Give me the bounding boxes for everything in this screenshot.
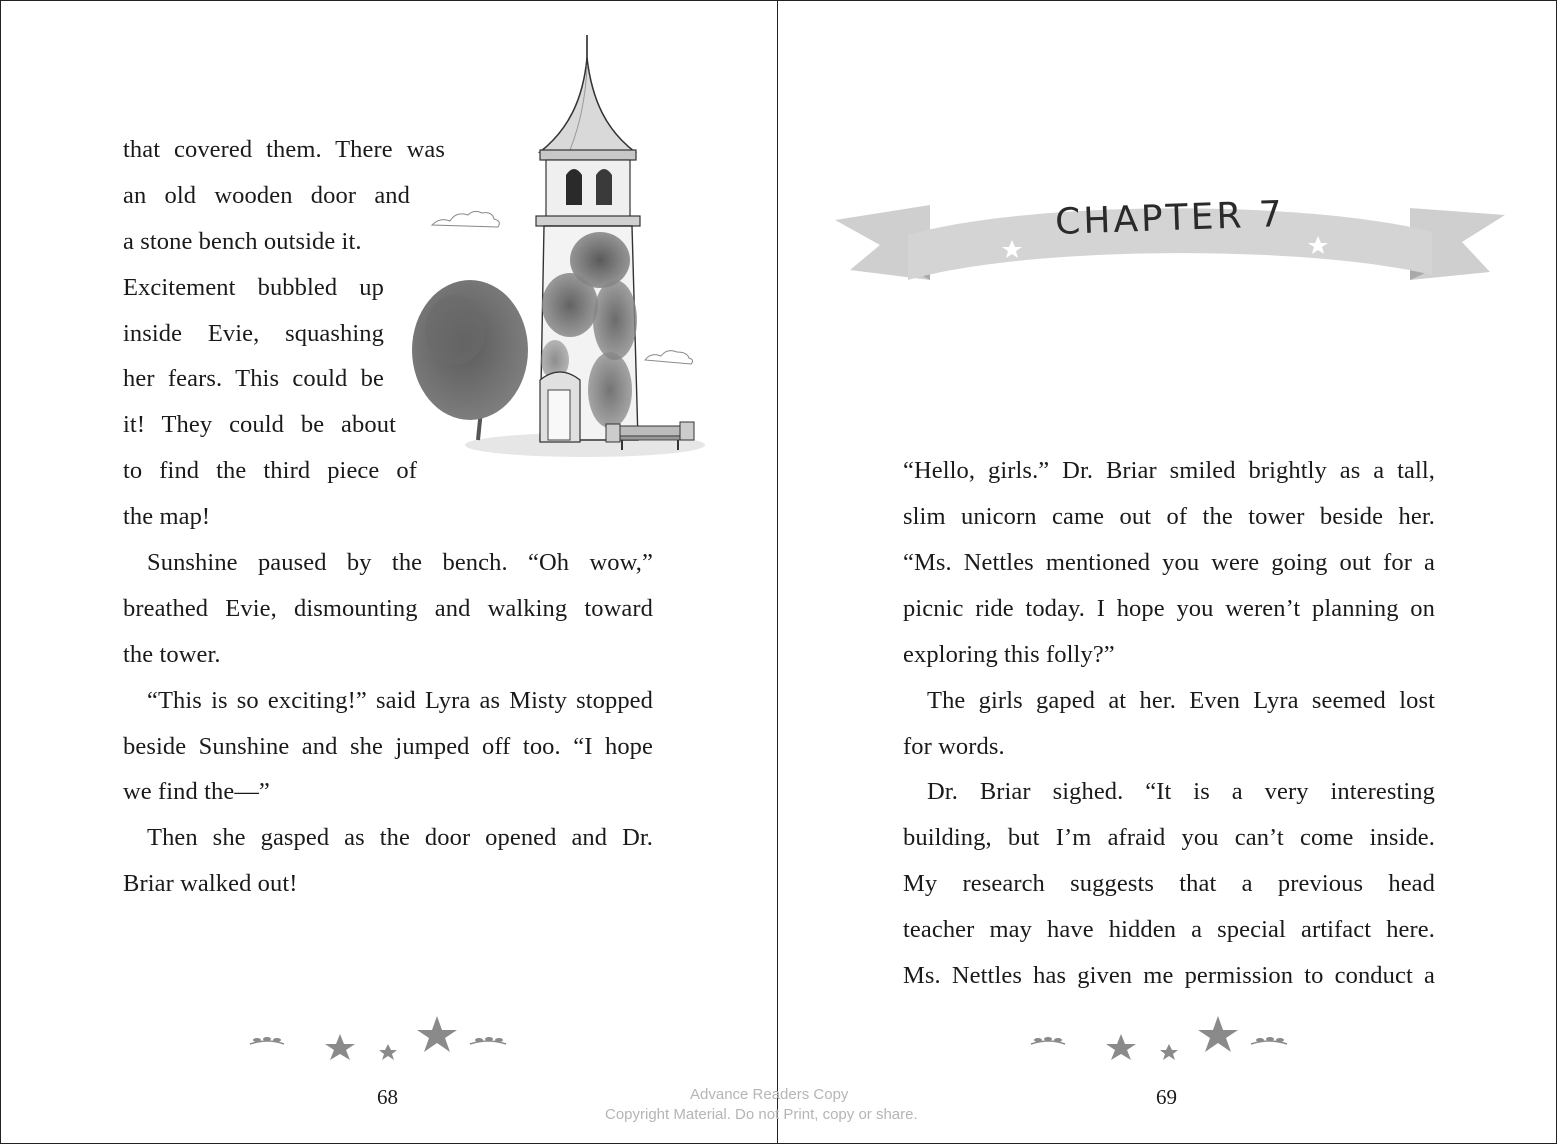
- text-line: inside Evie, squashing: [123, 320, 384, 347]
- text-line: Ms. Nettles has given me permission to conduct a: [903, 962, 1435, 989]
- text-line: her fears. This could be: [123, 365, 384, 392]
- text-line: Sunshine paused by the bench. “Oh wow,”: [147, 549, 653, 576]
- watermark-line: Copyright Material. Do not Print, copy or share.: [605, 1106, 918, 1123]
- stars-and-laurel-ornament-icon: [245, 1012, 525, 1062]
- text-line: a stone bench outside it.: [123, 228, 362, 255]
- text-line: The girls gaped at her. Even Lyra seemed lost: [927, 687, 1435, 714]
- text-line: we find the—”: [123, 778, 270, 805]
- page-number: 69: [1156, 1085, 1177, 1109]
- text-line: teacher may have hidden a special artifact here.: [903, 916, 1435, 943]
- text-line: “This is so exciting!” said Lyra as Misty stopped: [147, 687, 653, 714]
- text-line: Then she gasped as the door opened and Dr.: [147, 824, 653, 851]
- text-line: building, but I’m afraid you can’t come inside.: [903, 824, 1435, 851]
- text-line: picnic ride today. I hope you weren’t planning on: [903, 595, 1435, 622]
- left-page: [0, 0, 777, 1144]
- text-line: exploring this folly?”: [903, 641, 1115, 668]
- text-line: My research suggests that a previous head: [903, 870, 1435, 897]
- text-line: the map!: [123, 503, 211, 530]
- text-line: Dr. Briar sighed. “It is a very interesting: [927, 778, 1435, 805]
- text-line: for words.: [903, 733, 1005, 760]
- text-line: “Ms. Nettles mentioned you were going out for a: [903, 549, 1435, 576]
- page-number: 68: [377, 1085, 398, 1109]
- text-line: breathed Evie, dismounting and walking toward: [123, 595, 653, 622]
- text-line: Excitement bubbled up: [123, 274, 384, 301]
- text-line: that covered them. There was: [123, 136, 445, 163]
- text-line: Briar walked out!: [123, 870, 298, 897]
- text-line: slim unicorn came out of the tower beside her.: [903, 503, 1435, 530]
- text-line: it! They could be about: [123, 411, 396, 438]
- text-line: to find the third piece of: [123, 457, 417, 484]
- text-line: “Hello, girls.” Dr. Briar smiled brightly as a tall,: [903, 457, 1435, 484]
- stars-and-laurel-ornament-icon: [1026, 1012, 1306, 1062]
- text-line: an old wooden door and: [123, 182, 410, 209]
- text-line: the tower.: [123, 641, 221, 668]
- chapter-title: CHAPTER 7: [1054, 194, 1286, 243]
- watermark-line: Advance Readers Copy: [690, 1086, 849, 1103]
- text-line: beside Sunshine and she jumped off too. “I hope: [123, 733, 653, 760]
- tower-with-tree-and-bench-icon: [400, 30, 710, 480]
